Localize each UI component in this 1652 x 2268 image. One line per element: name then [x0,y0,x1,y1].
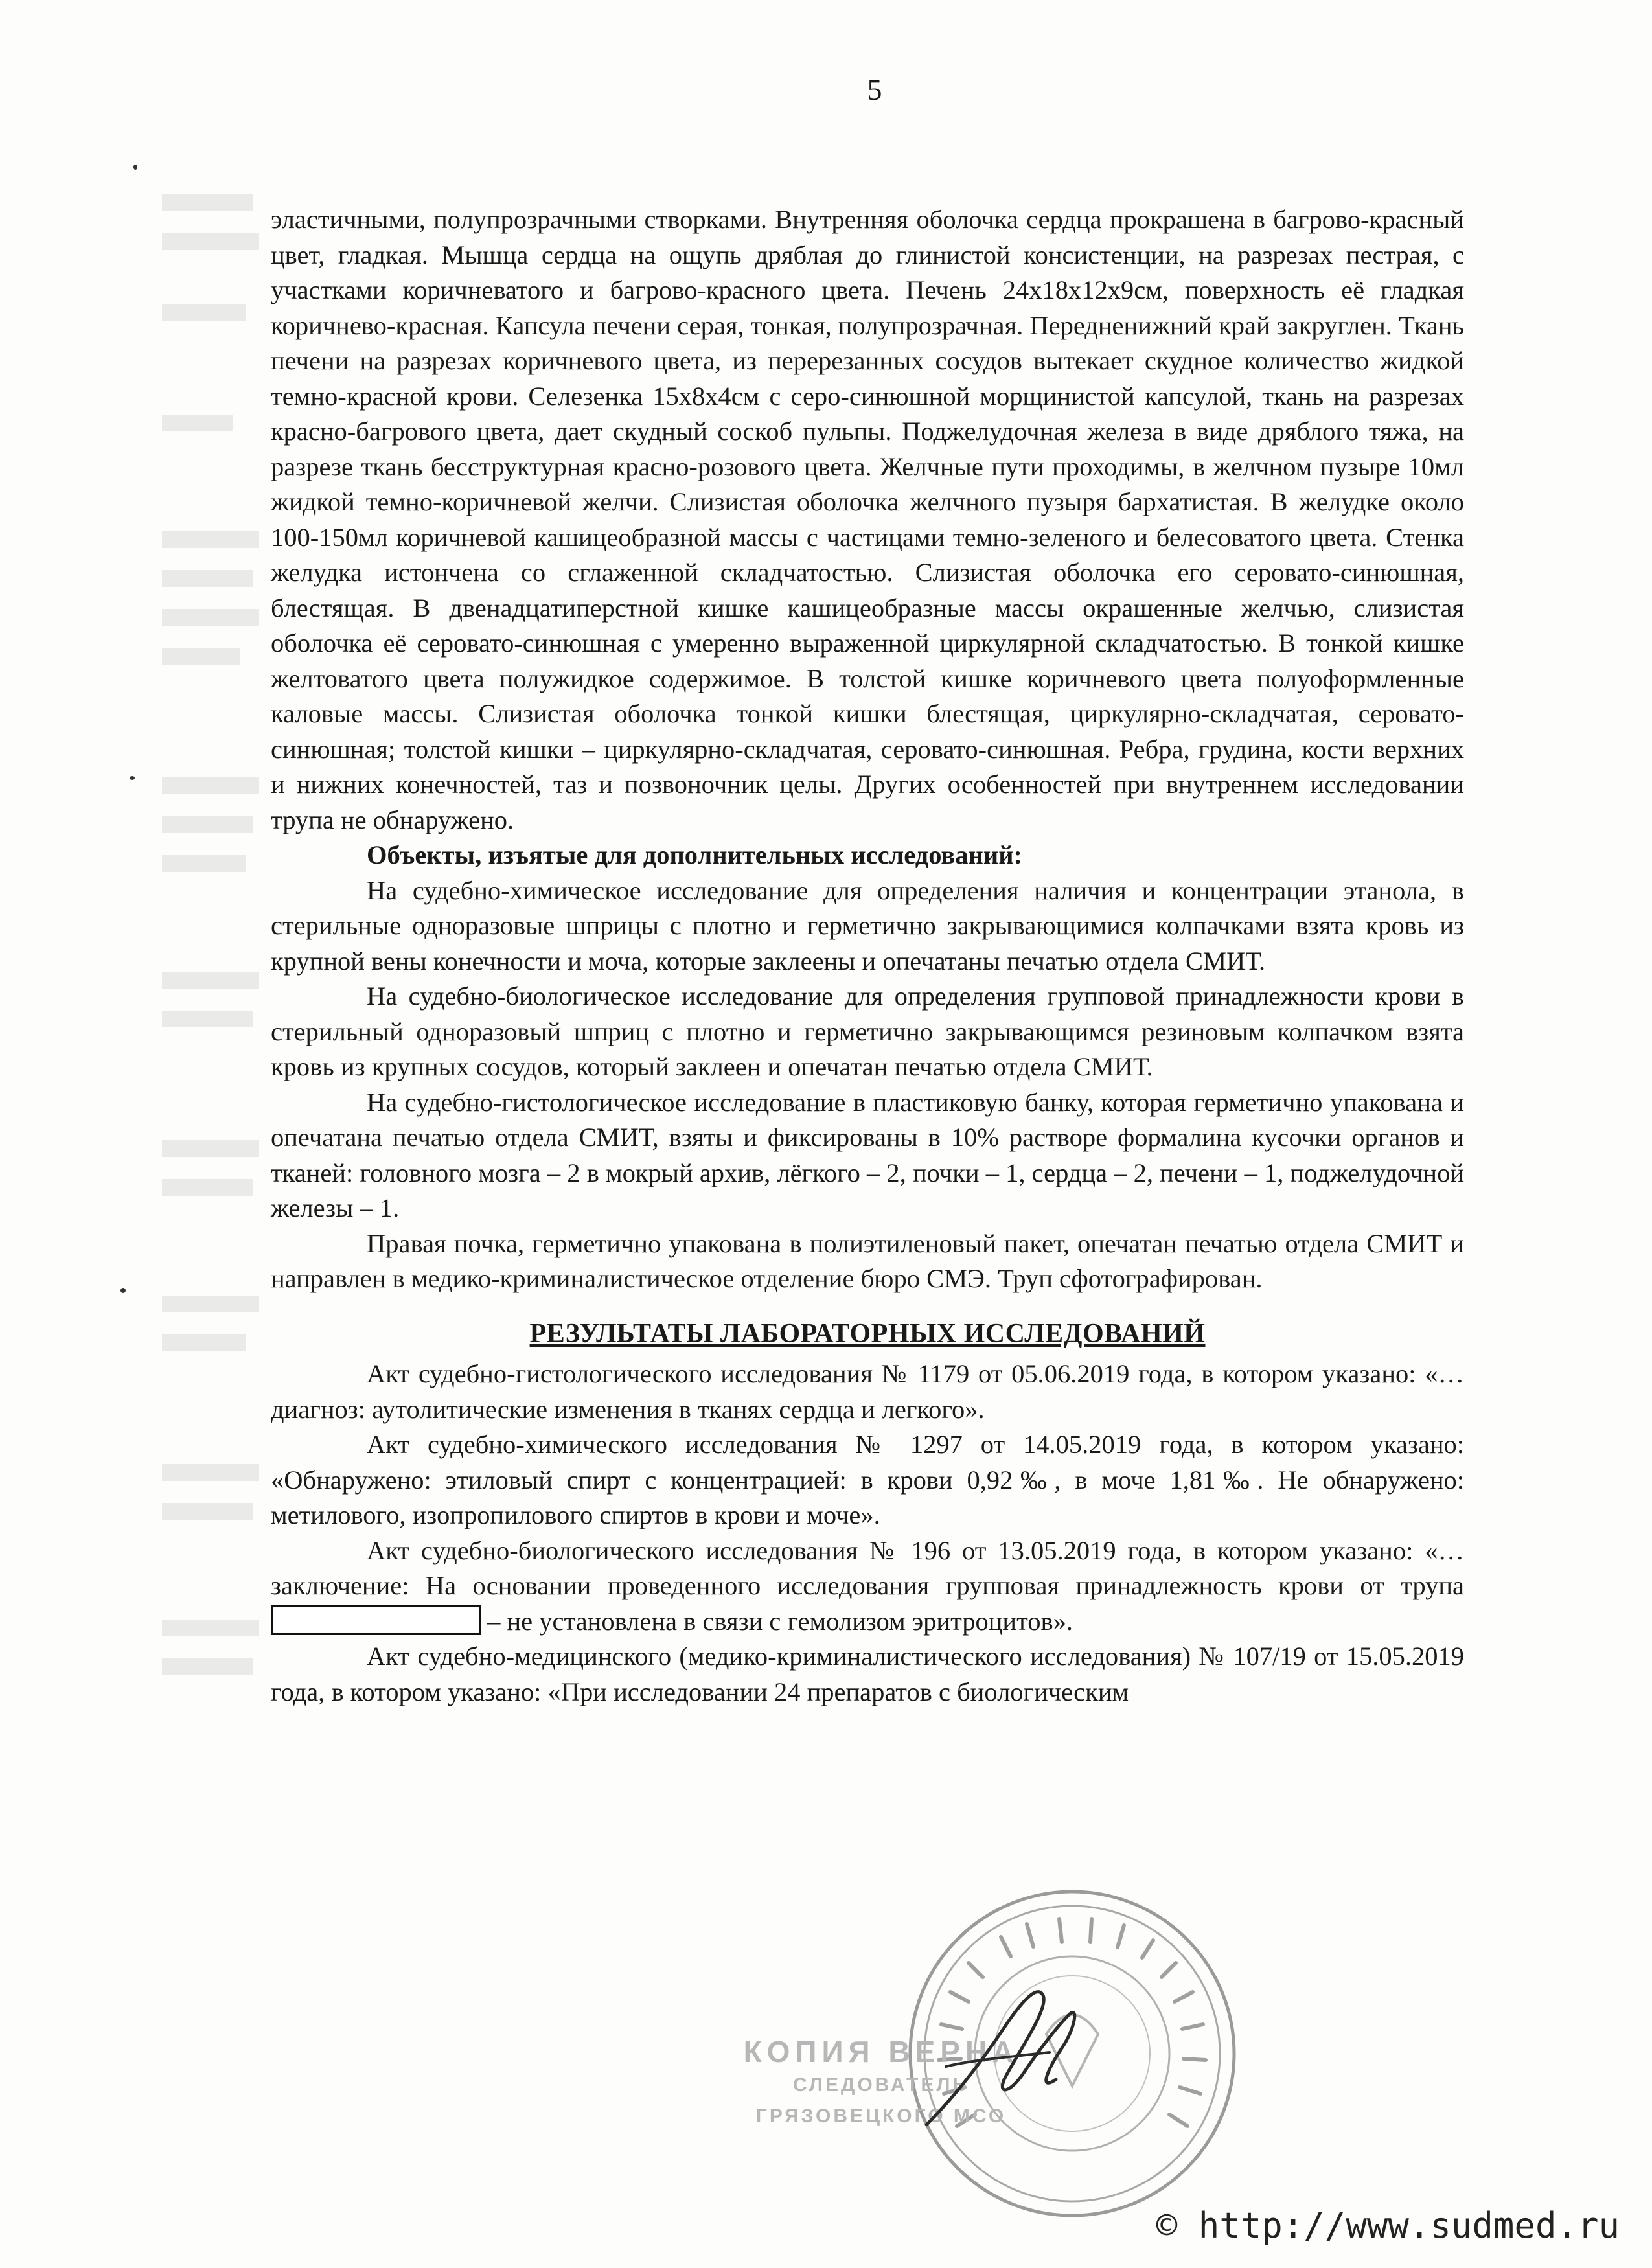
objects-paragraph: Правая почка, герметично упакована в полиэтиленовый пакет, опечатан печатью отдела СМИТ и направлен в медико-криминалистическое отделение бюро СМЭ. Труп сфотографирован. [271,1228,1464,1293]
copy-stamp-line: СЛЕДОВАТЕЛЬ [793,2074,969,2096]
objects-paragraph: На судебно-биологическое исследование для определения групповой принадлежности крови в стерильный одноразовый шприц с плотно и герметично закрывающимся резиновым колпачком взята кровь из крупных сосудов, который заклеен и опечатан печатью отдела СМИТ. [271,981,1464,1081]
results-paragraph-biology [271,1533,1464,1640]
objects-paragraph: На судебно-гистологическое исследование в пластиковую банку, которая герметично упакована и опечатана печатью отдела СМИТ, взяты и фиксированы в 10% растворе формалина кусочки органов и тканей: головного мозга – 2 в мокрый архив, лёгкого – 2, почки – 1, сердца – 2, печени – 1, поджелудочной железы – 1. [271,1087,1464,1222]
objects-heading: Объекты, изъятые для дополнительных исследований: [367,840,1023,869]
page-number: 5 [867,73,882,106]
results-paragraph: Акт судебно-химического исследования № 1297 от 14.05.2019 года, в котором указано: «Обнаружено: этиловый спирт с концентрацией: в крови 0,92‰, в моче 1,81‰. Не обнаружено: метилового, изопропилового спиртов в крови и моче». [271,1430,1464,1529]
objects-paragraph: На судебно-химическое исследование для определения наличия и концентрации этанола, в стерильные одноразовые шприцы с плотно и герметично закрывающимися колпачками взята кровь из крупной вены конечности и моча, которые заклеены и опечатаны печатью отдела СМИТ. [271,875,1464,976]
watermark-url: © http://www.sudmed.ru [1156,2205,1620,2246]
results-title: РЕЗУЛЬТАТЫ ЛАБОРАТОРНЫХ ИССЛЕДОВАНИЙ [529,1318,1206,1349]
handwritten-signature [907,1969,1101,2138]
biology-text-after: – не установлена в связи с гемолизом эритроцитов». [481,1606,1073,1636]
autopsy-paragraph: эластичными, полупрозрачными створками. Внутренняя оболочка сердца прокрашена в багрово-красный цвет, гладкая. Мышца сердца на ощупь дряблая до глинистой консистенции, на разрезах пестрая, с участками коричневатого и багрово-красного цвета. Печень 24х18х12х9см, поверхность её гладкая коричнево-красная. Капсула печени серая, тонкая, полупрозрачная. Передненижний край закруглен. Ткань печени на разрезах коричневого цвета, из перерезанных сосудов вытекает скудное количество жидкой темно-красной крови. Селезенка 15х8х4см с серо-синюшной морщинистой капсулой, ткань на разрезах красно-багрового цвета, дает скудный соскоб пульпы. Поджелудочная железа в виде дряблого тяжа, на разрезе ткань бесструктурная красно-розового цвета. Желчные пути проходимы, в желчном пузыре 10мл жидкой темно-коричневой желчи. Слизистая оболочка желчного пузыря бархатистая. В желудке около 100-150мл коричневой кашицеобразной массы с частицами темно-зеленого и белесоватого цвета. Стенка желудка истончена со сглаженной складчатостью. Слизистая оболочка его серовато-синюшная, блестящая. В двенадцатиперстной кишке кашицеобразные массы окрашенные желчью, слизистая оболочка её серовато-синюшная с умеренно выраженной циркулярной складчатостью. В тонкой кишке желтоватого цвета полужидкое содержимое. В толстой кишке коричневого цвета полуоформленные каловые массы. Слизистая оболочка тонкой кишки блестящая, циркулярно-складчатая, серовато-синюшная; толстой кишки – циркулярно-складчатая, серовато-синюшная. Ребра, грудина, кости верхних и нижних конечностей, таз и позвоночник целы. Других особенностей при внутреннем исследовании трупа не обнаружено. [271,205,1464,834]
scan-speck [120,1288,126,1293]
redacted-name-box [271,1605,481,1635]
biology-text-before: Акт судебно-биологического исследования № 196 от 13.05.2019 года, в котором указано: «… заключение: На основании проведенного исследования групповая принадлежность крови от трупа [271,1535,1464,1600]
scan-speck [133,165,137,170]
results-paragraph: Акт судебно-медицинского (медико-криминалистического исследования) № 107/19 от 15.05.2019 года, в котором указано: «При исследовании 24 препаратов с биологическим [271,1642,1464,1706]
scan-speck [130,776,135,780]
body-text [271,202,1464,1710]
copy-stamp-line: КОПИЯ ВЕРНА [743,2035,1019,2068]
results-paragraph: Акт судебно-гистологического исследования № 1179 от 05.06.2019 года, в котором указано: «… диагноз: аутолитические изменения в тканях сердца и легкого». [271,1359,1464,1424]
copy-stamp-line: ГРЯЗОВЕЦКОГО МСО [755,2105,1007,2127]
